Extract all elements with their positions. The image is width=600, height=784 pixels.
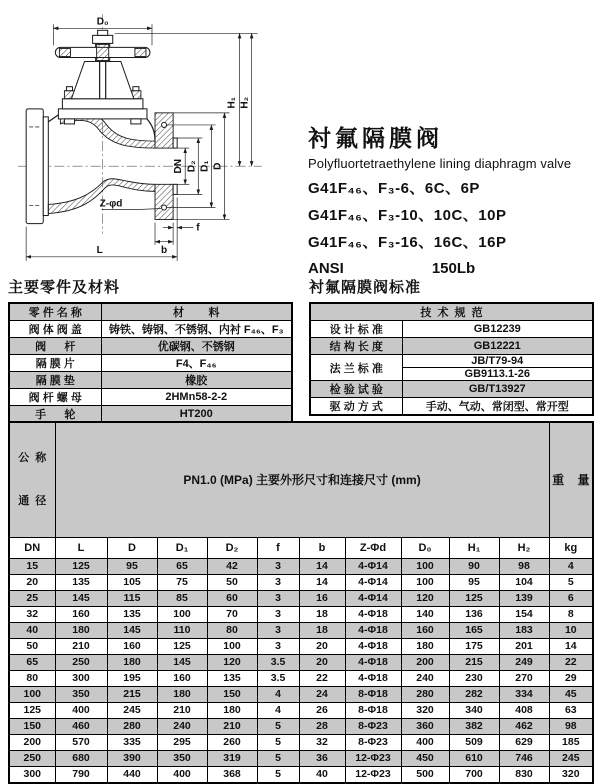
dim-cell: 245 <box>549 750 593 766</box>
bonnet <box>71 62 133 99</box>
dimensions-table <box>8 421 594 784</box>
dim-cell: 790 <box>55 766 107 783</box>
dim-cell: 85 <box>157 590 207 606</box>
dim-cell: 195 <box>107 670 157 686</box>
dim-cell: 4-Φ18 <box>345 654 401 670</box>
dim-col-header: f <box>257 537 299 558</box>
body-flange <box>58 109 147 119</box>
dim-cell: 36 <box>299 750 345 766</box>
dim-cell: 260 <box>207 734 257 750</box>
label-l: L <box>96 244 103 256</box>
dim-cell: 160 <box>401 622 449 638</box>
dim-cell: 98 <box>499 558 549 574</box>
dim-cell: 90 <box>449 558 499 574</box>
dim-cell: 45 <box>549 686 593 702</box>
materials-table <box>8 302 293 424</box>
left-flange <box>26 109 43 224</box>
dim-cell: 4-Φ18 <box>345 670 401 686</box>
dim-col-header: H₁ <box>449 537 499 558</box>
dim-cell: 4-Φ14 <box>345 590 401 606</box>
dim-cell: 4-Φ14 <box>345 558 401 574</box>
part-material: HT200 <box>101 406 292 424</box>
table-row <box>9 606 593 622</box>
dim-cell: 50 <box>207 574 257 590</box>
dim-cell: 175 <box>449 638 499 654</box>
dim-cell: 8-Φ18 <box>345 702 401 718</box>
middle-tables <box>8 276 594 424</box>
right-flange-lower <box>155 184 173 219</box>
bolt-hole-lower <box>162 205 167 210</box>
standard-label: 设 计 标 准 <box>310 321 402 338</box>
dim-cell: 200 <box>9 734 55 750</box>
model-designation: G41F₄₆、F₃-10、10C、10P <box>308 207 507 224</box>
part-name: 隔 膜 垫 <box>9 372 101 389</box>
dim-cell: 22 <box>299 670 345 686</box>
dim-cell: 50 <box>9 638 55 654</box>
dim-cell: 145 <box>107 622 157 638</box>
part-name: 隔 膜 片 <box>9 355 101 372</box>
part-name: 阀 杆 <box>9 338 101 355</box>
table-row <box>310 321 593 338</box>
dim-cell: 65 <box>9 654 55 670</box>
dim-cell: 700 <box>449 766 499 783</box>
dim-col-header: b <box>299 537 345 558</box>
valve-outline <box>26 30 177 223</box>
dim-cell: 136 <box>449 606 499 622</box>
dimensions-section <box>8 421 592 784</box>
ansi-rating <box>308 260 598 277</box>
dim-cell: 3 <box>257 574 299 590</box>
dim-cell: 104 <box>499 574 549 590</box>
dim-col-header: D₀ <box>401 537 449 558</box>
dim-cell: 334 <box>499 686 549 702</box>
table-row <box>9 638 593 654</box>
standards-table <box>309 302 594 416</box>
materials-table-title: 主要零件及材料 <box>8 279 121 296</box>
dim-cell: 4 <box>549 558 593 574</box>
bolt-hole-upper <box>162 122 167 127</box>
table-row <box>9 590 593 606</box>
dim-header-row-2 <box>9 537 593 558</box>
model-designation: G41F₄₆、F₃-6、6C、6P <box>308 180 480 197</box>
dim-cell: 319 <box>207 750 257 766</box>
dim-cell: 63 <box>549 702 593 718</box>
dim-cell: 249 <box>499 654 549 670</box>
model-designation: G41F₄₆、F₃-16、16C、16P <box>308 234 507 251</box>
standards-header-row <box>310 303 593 321</box>
standard-value: 手动、气动、常闭型、常开型 <box>402 398 593 416</box>
dim-cell: 100 <box>157 606 207 622</box>
dim-cell: 5 <box>257 766 299 783</box>
label-d0: D₀ <box>96 16 109 28</box>
dim-cell: 509 <box>449 734 499 750</box>
table-row <box>9 766 593 783</box>
dim-cell: 440 <box>107 766 157 783</box>
dim-cell: 4-Φ14 <box>345 574 401 590</box>
dim-cell: 240 <box>157 718 207 734</box>
dim-cell: 24 <box>299 686 345 702</box>
dim-cell: 139 <box>499 590 549 606</box>
standard-value: GB9113.1-26 <box>402 368 593 381</box>
dim-cell: 70 <box>207 606 257 622</box>
label-dn: DN <box>173 158 185 174</box>
dim-cell: 65 <box>157 558 207 574</box>
standards-table-title: 衬氟隔膜阀标准 <box>309 279 422 296</box>
bonnet-flange <box>62 99 143 109</box>
dim-cell: 3.5 <box>257 670 299 686</box>
dim-cell: 282 <box>449 686 499 702</box>
table-row <box>9 718 593 734</box>
dim-cell: 3 <box>257 558 299 574</box>
dim-cell: 154 <box>499 606 549 622</box>
corner-top: 公 称 <box>18 452 47 464</box>
dim-cell: 40 <box>299 766 345 783</box>
product-title-cn: 衬氟隔膜阀 <box>308 125 443 151</box>
dim-cell: 4-Φ18 <box>345 606 401 622</box>
standards-section <box>309 276 594 424</box>
materials-header-row <box>9 303 292 321</box>
dim-col-header: DN <box>9 537 55 558</box>
standard-value: GB12221 <box>402 338 593 355</box>
dim-cell: 382 <box>449 718 499 734</box>
dim-cell: 3 <box>257 606 299 622</box>
dim-cell: 230 <box>449 670 499 686</box>
dim-cell: 295 <box>157 734 207 750</box>
dim-cell: 95 <box>449 574 499 590</box>
table-row <box>310 338 593 355</box>
dim-cell: 8-Φ23 <box>345 718 401 734</box>
dim-cell: 335 <box>107 734 157 750</box>
table-row <box>9 670 593 686</box>
dim-cell: 180 <box>107 654 157 670</box>
dim-cell: 25 <box>9 590 55 606</box>
dim-cell: 245 <box>107 702 157 718</box>
dim-cell: 280 <box>401 686 449 702</box>
dim-cell: 280 <box>107 718 157 734</box>
table-row <box>9 734 593 750</box>
dim-cell: 210 <box>207 718 257 734</box>
dim-cell: 408 <box>499 702 549 718</box>
dim-cell: 125 <box>157 638 207 654</box>
dim-cell: 460 <box>55 718 107 734</box>
title-block <box>308 120 598 277</box>
dim-cell: 165 <box>449 622 499 638</box>
standard-label: 检 验 试 验 <box>310 381 402 398</box>
dim-cell: 270 <box>499 670 549 686</box>
dim-cell: 300 <box>55 670 107 686</box>
dim-col-header: kg <box>549 537 593 558</box>
part-material: 优碳钢、不锈钢 <box>101 338 292 355</box>
dim-cell: 32 <box>299 734 345 750</box>
dim-cell: 8 <box>549 606 593 622</box>
dim-cell: 100 <box>401 558 449 574</box>
dim-cell: 12-Φ23 <box>345 766 401 783</box>
dim-cell: 8-Φ23 <box>345 734 401 750</box>
dim-cell: 180 <box>157 686 207 702</box>
dim-cell: 20 <box>299 654 345 670</box>
dim-cell: 215 <box>107 686 157 702</box>
dim-cell: 180 <box>55 622 107 638</box>
dim-cell: 3 <box>257 590 299 606</box>
dim-cell: 746 <box>499 750 549 766</box>
nominal-diameter-header <box>9 422 55 537</box>
dim-cell: 160 <box>55 606 107 622</box>
label-d2: D₂ <box>186 160 198 173</box>
standard-label: 结 构 长 度 <box>310 338 402 355</box>
table-row <box>310 355 593 368</box>
dim-cell: 400 <box>157 766 207 783</box>
dim-cell: 340 <box>449 702 499 718</box>
dim-cell: 60 <box>207 590 257 606</box>
dim-cell: 10 <box>549 622 593 638</box>
dim-cell: 29 <box>549 670 593 686</box>
dim-cell: 100 <box>401 574 449 590</box>
label-b: b <box>161 244 168 256</box>
dim-cell: 368 <box>207 766 257 783</box>
dim-cell: 570 <box>55 734 107 750</box>
label-f: f <box>196 222 200 234</box>
dim-cell: 160 <box>157 670 207 686</box>
dim-cell: 16 <box>299 590 345 606</box>
table-row <box>9 355 292 372</box>
label-h2: H₂ <box>239 96 251 109</box>
dim-cell: 185 <box>549 734 593 750</box>
dim-cell: 26 <box>299 702 345 718</box>
standard-value: JB/T79-94 <box>402 355 593 368</box>
dim-cell: 160 <box>107 638 157 654</box>
table-row <box>310 398 593 416</box>
dim-cell: 5 <box>257 718 299 734</box>
dim-cell: 200 <box>401 654 449 670</box>
table-row <box>310 381 593 398</box>
dim-cell: 350 <box>157 750 207 766</box>
product-title-en: Polyfluortetraethylene lining diaphragm valve <box>308 156 572 171</box>
dim-cell: 215 <box>449 654 499 670</box>
table-row <box>9 654 593 670</box>
standard-label: 法 兰 标 准 <box>310 355 402 381</box>
standard-value: GB12239 <box>402 321 593 338</box>
dim-cell: 180 <box>401 638 449 654</box>
dim-cell: 15 <box>9 558 55 574</box>
dim-cell: 12-Φ23 <box>345 750 401 766</box>
part-name: 阀 杆 螺 母 <box>9 389 101 406</box>
dim-col-header: D₁ <box>157 537 207 558</box>
part-material: F4、F₄₆ <box>101 355 292 372</box>
dim-cell: 3 <box>257 638 299 654</box>
dim-cell: 5 <box>257 734 299 750</box>
part-material: 2HMn58-2-2 <box>101 389 292 406</box>
dim-cell: 462 <box>499 718 549 734</box>
dim-cell: 240 <box>401 670 449 686</box>
dim-cell: 8-Φ18 <box>345 686 401 702</box>
part-material: 橡胶 <box>101 372 292 389</box>
dim-cell: 4-Φ18 <box>345 622 401 638</box>
dim-cell: 830 <box>499 766 549 783</box>
dim-cell: 18 <box>299 622 345 638</box>
dim-col-header: L <box>55 537 107 558</box>
table-row <box>9 321 292 338</box>
part-material: 铸铁、铸钢、不锈钢、内衬 F₄₆、F₃ <box>101 321 292 338</box>
dim-cell: 145 <box>157 654 207 670</box>
dim-cell: 6 <box>549 590 593 606</box>
dim-cell: 135 <box>207 670 257 686</box>
dim-cell: 629 <box>499 734 549 750</box>
dim-cell: 120 <box>401 590 449 606</box>
standard-label: 驱 动 方 式 <box>310 398 402 416</box>
dim-cell: 42 <box>207 558 257 574</box>
dim-cell: 320 <box>549 766 593 783</box>
dim-cell: 360 <box>401 718 449 734</box>
dim-cell: 20 <box>299 638 345 654</box>
dim-cell: 500 <box>401 766 449 783</box>
ansi-value: 150Lb <box>431 260 476 277</box>
table-row <box>9 338 292 355</box>
ansi-label: ANSI <box>308 260 344 277</box>
dim-cell: 610 <box>449 750 499 766</box>
dim-cell: 125 <box>55 558 107 574</box>
table-row <box>9 558 593 574</box>
dim-cell: 18 <box>299 606 345 622</box>
dim-cell: 98 <box>549 718 593 734</box>
dim-cell: 201 <box>499 638 549 654</box>
dim-cell: 135 <box>55 574 107 590</box>
dim-cell: 180 <box>207 702 257 718</box>
dim-cell: 450 <box>401 750 449 766</box>
dim-cell: 32 <box>9 606 55 622</box>
dim-cell: 3 <box>257 622 299 638</box>
table-row <box>9 574 593 590</box>
dim-cell: 14 <box>299 558 345 574</box>
dim-cell: 5 <box>549 574 593 590</box>
dim-cell: 680 <box>55 750 107 766</box>
dim-cell: 210 <box>157 702 207 718</box>
dim-cell: 320 <box>401 702 449 718</box>
stem-cap-nut <box>93 35 113 43</box>
label-h1: H₁ <box>226 97 238 109</box>
dim-cell: 95 <box>107 558 157 574</box>
valve-drawing-svg <box>2 0 304 270</box>
dim-cell: 100 <box>207 638 257 654</box>
table-row <box>9 389 292 406</box>
dim-cell: 135 <box>107 606 157 622</box>
part-name: 手 轮 <box>9 406 101 424</box>
dim-cell: 40 <box>9 622 55 638</box>
dim-col-header: D₂ <box>207 537 257 558</box>
dim-cell: 110 <box>157 622 207 638</box>
standard-value: GB/T13927 <box>402 381 593 398</box>
dim-cell: 100 <box>9 686 55 702</box>
dim-cell: 125 <box>449 590 499 606</box>
dim-col-header: H₂ <box>499 537 549 558</box>
dim-cell: 390 <box>107 750 157 766</box>
materials-section <box>8 276 293 424</box>
table-row <box>9 750 593 766</box>
part-name: 阀 体 阀 盖 <box>9 321 101 338</box>
dim-cell: 4 <box>257 686 299 702</box>
dim-cell: 4-Φ18 <box>345 638 401 654</box>
dim-cell: 210 <box>55 638 107 654</box>
dim-cell: 5 <box>257 750 299 766</box>
dim-cell: 80 <box>207 622 257 638</box>
corner-bottom: 通 径 <box>18 494 47 507</box>
label-z-phi-d: Z-φd <box>99 198 123 210</box>
dim-cell: 115 <box>107 590 157 606</box>
dim-cell: 14 <box>549 638 593 654</box>
materials-col1-header: 零 件 名 称 <box>9 303 101 321</box>
dim-cell: 350 <box>55 686 107 702</box>
dim-cell: 400 <box>401 734 449 750</box>
main-dimensions-header: PN1.0 (MPa) 主要外形尺寸和连接尺寸 (mm) <box>55 422 549 537</box>
dim-cell: 183 <box>499 622 549 638</box>
dim-cell: 120 <box>207 654 257 670</box>
dim-cell: 145 <box>55 590 107 606</box>
dim-header-row-1 <box>9 422 593 537</box>
table-row <box>9 372 292 389</box>
dim-cell: 80 <box>9 670 55 686</box>
dim-cell: 20 <box>9 574 55 590</box>
dim-cell: 150 <box>9 718 55 734</box>
dim-cell: 14 <box>299 574 345 590</box>
dim-cell: 28 <box>299 718 345 734</box>
dim-cell: 75 <box>157 574 207 590</box>
dim-cell: 3.5 <box>257 654 299 670</box>
label-d: D <box>212 162 224 170</box>
table-row <box>9 702 593 718</box>
dim-cell: 250 <box>55 654 107 670</box>
dim-col-header: D <box>107 537 157 558</box>
dim-cell: 22 <box>549 654 593 670</box>
dim-col-header: Z-Φd <box>345 537 401 558</box>
dim-cell: 150 <box>207 686 257 702</box>
label-d1: D₁ <box>199 160 211 172</box>
dim-cell: 125 <box>9 702 55 718</box>
standards-header: 技 术 规 范 <box>310 303 593 321</box>
weight-header: 重 量 <box>549 422 593 537</box>
dim-cell: 4 <box>257 702 299 718</box>
dim-cell: 105 <box>107 574 157 590</box>
valve-technical-drawing <box>2 0 304 270</box>
materials-col2-header: 材 料 <box>101 303 292 321</box>
dim-cell: 140 <box>401 606 449 622</box>
table-row <box>9 622 593 638</box>
dim-cell: 400 <box>55 702 107 718</box>
dim-cell: 250 <box>9 750 55 766</box>
dim-cell: 300 <box>9 766 55 783</box>
right-flange-upper <box>155 113 173 148</box>
